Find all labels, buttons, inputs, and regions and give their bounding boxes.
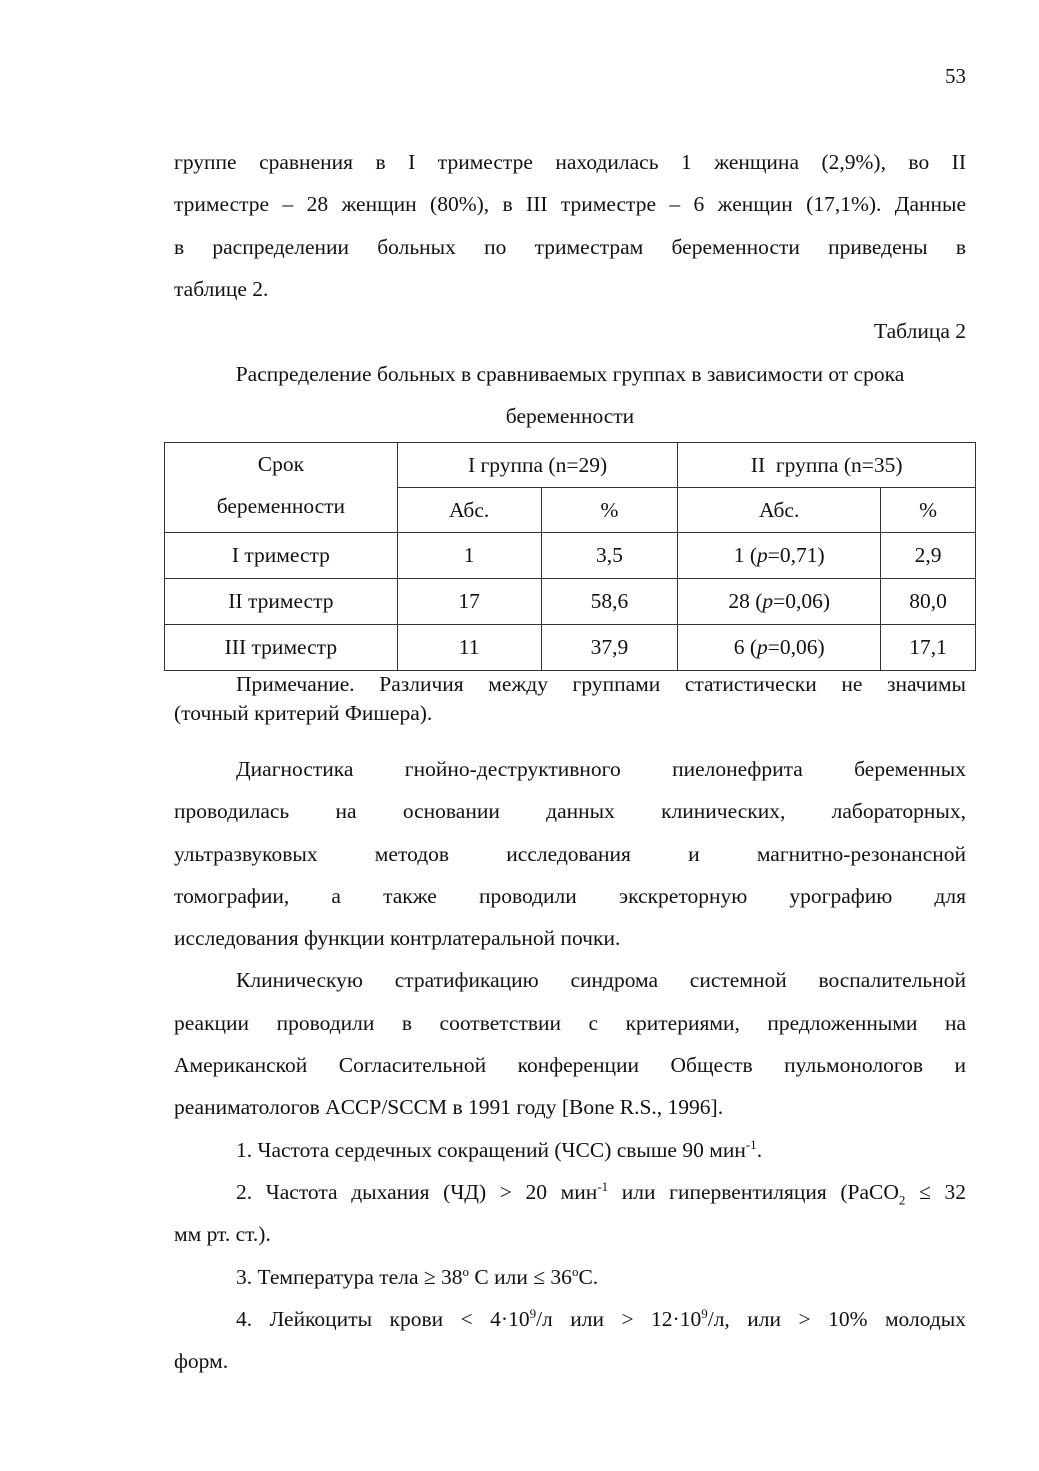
diagnostics-line-3: ультразвуковых методов исследования и магнитно-резонансной bbox=[174, 841, 966, 866]
criterion-2-sub: 2 bbox=[898, 1192, 906, 1208]
group2-pct-header: % bbox=[881, 488, 976, 533]
intro-paragraph bbox=[174, 141, 966, 310]
p-letter: p bbox=[757, 635, 768, 659]
stratification-line-3: Американской Согласительной конференции Обществ пульмонологов и bbox=[174, 1053, 966, 1078]
g1-abs-cell: 17 bbox=[397, 579, 541, 625]
table-row bbox=[165, 625, 976, 671]
group1-abs-header: Абс. bbox=[397, 488, 541, 533]
criterion-2-mid: или гипервентиляция (PaCO bbox=[608, 1179, 899, 1204]
stratification-line-2: реакции проводили в соответствии с критериями, предложенными на bbox=[174, 1010, 966, 1035]
criterion-3-sup-1: o bbox=[462, 1263, 470, 1279]
table-header-row bbox=[165, 443, 976, 488]
group2-abs-header: Абс. bbox=[678, 488, 881, 533]
g2-abs-value: 1 bbox=[733, 543, 745, 567]
stratification-line-1: Клиническую стратификацию синдрома системной воспалительной bbox=[236, 968, 966, 993]
criterion-2-line-2: мм рт. ст.). bbox=[174, 1222, 271, 1247]
p-letter: p bbox=[762, 589, 774, 613]
criterion-2-text: 2. Частота дыхания (ЧД) > 20 мин bbox=[236, 1179, 598, 1204]
criterion-2-sup: -1 bbox=[597, 1178, 609, 1194]
term-header-line-1: Срок bbox=[257, 452, 305, 476]
g1-pct-cell: 3,5 bbox=[541, 533, 678, 579]
criterion-4-line-2: форм. bbox=[174, 1349, 229, 1374]
g1-pct-cell: 58,6 bbox=[541, 579, 678, 625]
table-label: Таблица 2 bbox=[874, 319, 966, 343]
g2-abs-cell: 1 (p=0,71) bbox=[678, 533, 881, 579]
criterion-1-sup: -1 bbox=[745, 1136, 757, 1152]
note-line-1: Примечание. Различия между группами статистически не значимы bbox=[236, 672, 966, 696]
stratification-line-4: реаниматологов ACCP/SCCM в 1991 году [Bone R.S., 1996]. bbox=[174, 1095, 724, 1120]
g1-abs-cell: 11 bbox=[397, 625, 541, 671]
intro-line-3: в распределении больных по триместрам беременности приведены в bbox=[174, 234, 966, 259]
table-caption-line-2: беременности bbox=[505, 404, 635, 428]
criterion-4-text: 4. Лейкоциты крови < 4·10 bbox=[236, 1306, 530, 1331]
criterion-2 bbox=[174, 1171, 966, 1213]
intro-line-1: группе сравнения в I триместре находилась 1 женщина (2,9%), во II bbox=[174, 150, 966, 174]
group2-header: II группа (n=35) bbox=[678, 443, 976, 488]
term-cell: II триместр bbox=[165, 579, 398, 625]
p-value: =0,06 bbox=[773, 589, 823, 613]
g1-abs-cell: 1 bbox=[397, 533, 541, 579]
criterion-4-mid: /л или > 12·10 bbox=[536, 1306, 702, 1331]
table-note bbox=[174, 670, 966, 728]
criterion-3-mid: С или ≤ 36 bbox=[469, 1264, 572, 1289]
table-row bbox=[165, 533, 976, 579]
p-value: =0,71 bbox=[767, 543, 818, 567]
g2-pct-cell: 80,0 bbox=[881, 579, 976, 625]
criterion-2-end: ≤ 32 bbox=[905, 1179, 966, 1204]
g2-pct-cell: 17,1 bbox=[881, 625, 976, 671]
table-row bbox=[165, 579, 976, 625]
criterion-3-end: С. bbox=[578, 1264, 599, 1289]
g2-abs-value: 28 bbox=[728, 589, 750, 613]
term-header-cell bbox=[165, 443, 398, 533]
p-value: =0,06 bbox=[767, 635, 818, 659]
table-caption bbox=[174, 353, 966, 437]
criterion-3-sup-2: o bbox=[571, 1263, 579, 1279]
group1-header: I группа (n=29) bbox=[397, 443, 678, 488]
g2-abs-cell: 6 (p=0,06) bbox=[678, 625, 881, 671]
term-cell: I триместр bbox=[165, 533, 398, 579]
term-cell: III триместр bbox=[165, 625, 398, 671]
g1-pct-cell: 37,9 bbox=[541, 625, 678, 671]
criterion-4-sup-2: 9 bbox=[701, 1305, 708, 1321]
criterion-1-end: . bbox=[756, 1137, 763, 1162]
intro-line-2: триместре – 28 женщин (80%), в III триместре – 6 женщин (17,1%). Данные bbox=[174, 192, 966, 217]
table-caption-line-1: Распределение больных в сравниваемых группах в зависимости от срока bbox=[235, 362, 905, 386]
page-number: 53 bbox=[945, 64, 966, 88]
diagnostics-line-1: Диагностика гнойно-деструктивного пиелонефрита беременных bbox=[236, 757, 966, 781]
criterion-1-text: 1. Частота сердечных сокращений (ЧСС) свыше 90 мин bbox=[236, 1137, 746, 1162]
distribution-table bbox=[164, 442, 976, 671]
group1-pct-header: % bbox=[541, 488, 678, 533]
criterion-4 bbox=[174, 1298, 966, 1340]
diagnostics-line-4: томографии, а также проводили экскреторную урографию для bbox=[174, 883, 966, 908]
criterion-4-sup-1: 9 bbox=[529, 1305, 537, 1321]
note-line-2: (точный критерий Фишера). bbox=[174, 701, 433, 725]
intro-line-4: таблице 2. bbox=[174, 276, 269, 301]
diagnostics-line-2: проводилась на основании данных клинических, лабораторных, bbox=[174, 799, 966, 824]
term-header-line-2: беременности bbox=[216, 494, 346, 518]
criterion-3 bbox=[174, 1256, 966, 1298]
main-body bbox=[174, 748, 966, 1382]
g2-pct-cell: 2,9 bbox=[881, 533, 976, 579]
criterion-3-text: 3. Температура тела ≥ 38 bbox=[236, 1264, 463, 1289]
g2-abs-value: 6 bbox=[733, 635, 745, 659]
p-letter: p bbox=[757, 543, 768, 567]
diagnostics-line-5: исследования функции контрлатеральной почки. bbox=[174, 926, 621, 951]
criterion-4-end: /л, или > 10% молодых bbox=[707, 1306, 967, 1331]
criterion-1 bbox=[174, 1129, 966, 1171]
g2-abs-cell: 28 (p=0,06) bbox=[678, 579, 881, 625]
